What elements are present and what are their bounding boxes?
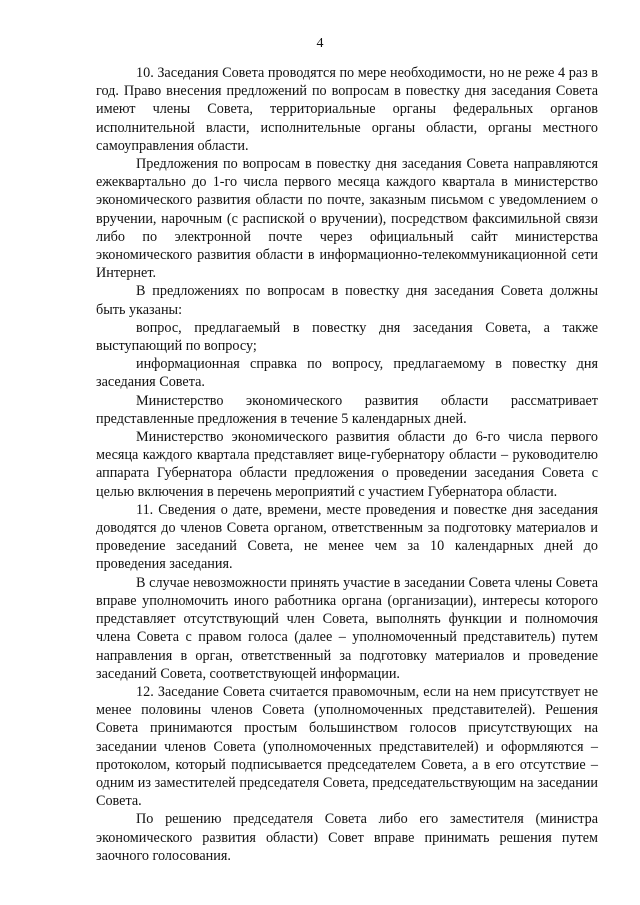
paragraph-review-period: Министерство экономического развития области рассматривает представленные предложения в течение 5 календарных дней.	[96, 392, 598, 427]
paragraph-question: вопрос, предлагаемый в повестку дня заседания Совета, а также выступающий по вопросу;	[96, 319, 598, 355]
paragraph-item-12: 12. Заседание Совета считается правомочным, если на нем присутствует не менее половины членов Совета (уполномоченных представителей). Решения Совета принимаются простым большинством голосов присутствующих на заседании членов Совета (уполномоченных представителей) и оформляются – протоколом, который подписывается председателем Совета, а в его отсутствие – одним из заместителей председателя Совета, председательствующим на заседании Совета.	[96, 683, 598, 810]
paragraph-delegation: В случае невозможности принять участие в заседании Совета члены Совета вправе уполномочить иного работника органа (организации), интересы которого представляет отсутствующий член Совета, выполнять функции и полномочия члена Совета с правом голоса (далее – уполномоченный представитель) путем направления в орган, ответственный за подготовку материалов и проведение заседаний Совета, соответствующей информации.	[96, 574, 598, 682]
page-number: 4	[316, 36, 324, 51]
paragraph-proposals-requirements: В предложениях по вопросам в повестку дня заседания Совета должны быть указаны:	[96, 283, 598, 318]
paragraph-info-note: информационная справка по вопросу, предлагаемому в повестку дня заседания Совета.	[96, 356, 598, 391]
paragraph-item-10: 10. Заседания Совета проводятся по мере необходимости, но не реже 4 раз в год. Право внесения предложений по вопросам в повестку дня заседания Совета имеют члены Совета, территориальные органы федеральных органов исполнительной власти, исполнительные органы области, органы местного самоуправления области.	[96, 65, 598, 154]
document-body	[96, 64, 598, 865]
paragraph-absentee-voting: По решению председателя Совета либо его заместителя (министра экономического развития области) Совет вправе принимать решения путем заочного голосования.	[96, 811, 598, 864]
paragraph-item-11: 11. Сведения о дате, времени, месте проведения и повестке дня заседания доводятся до членов Совета органом, ответственным за подготовку материалов и проведение заседаний Совета, не менее чем за 10 календарных дней до проведения заседания.	[96, 501, 598, 573]
paragraph-submission-to-vice-governor: Министерство экономического развития области до 6-го числа первого месяца каждого квартала представляет вице-губернатору области – руководителю аппарата Губернатора области предложения о проведении заседания Совета с целью включения в перечень мероприятий с участием Губернатора области.	[96, 429, 598, 500]
paragraph-proposals-submission: Предложения по вопросам в повестку дня заседания Совета направляются ежеквартально до 1-го числа первого месяца каждого квартала в министерство экономического развития области по почте, заказным письмом с уведомлением о вручении, нарочным (с распиской о вручении), посредством факсимильной связи либо по электронной почте через официальный сайт министерства экономического развития области в информационно-телекоммуникационной сети Интернет.	[96, 156, 598, 282]
